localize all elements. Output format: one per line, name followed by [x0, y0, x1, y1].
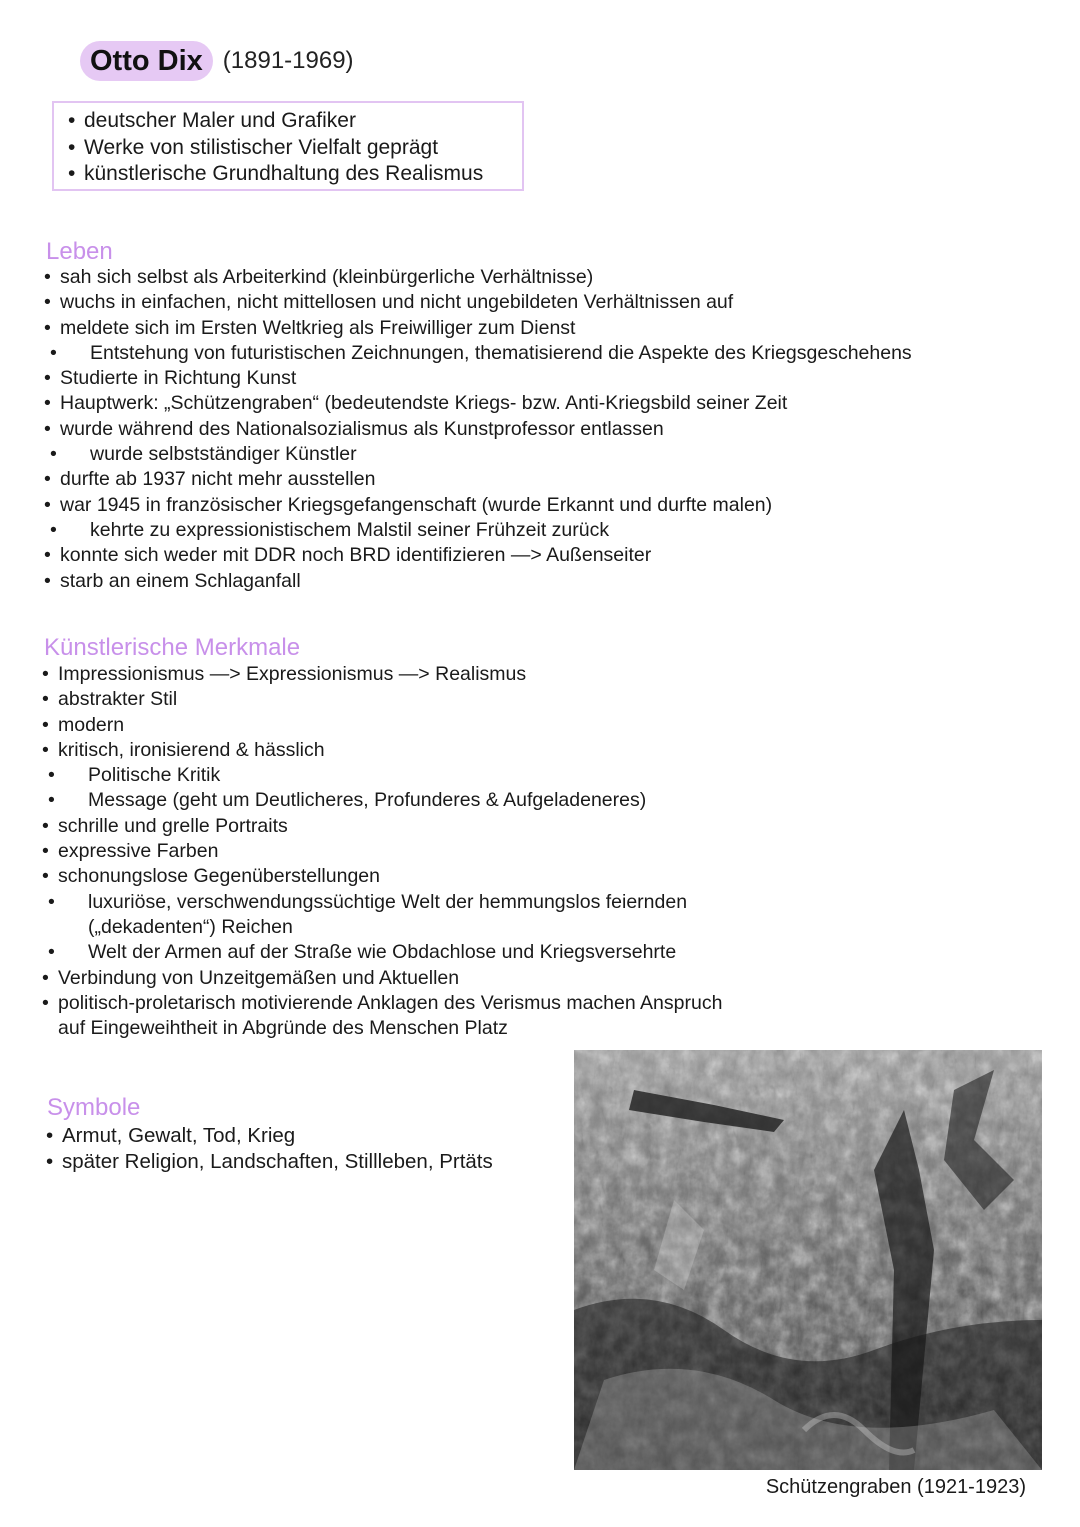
- list-item: • meldete sich im Ersten Weltkrieg als Freiwilliger zum Dienst: [44, 316, 912, 341]
- list-item: • Verbindung von Unzeitgemäßen und Aktuellen: [42, 966, 722, 991]
- list-item: • politisch-proletarisch motivierende Anklagen des Verismus machen Anspruch: [42, 991, 722, 1016]
- artwork-image: [574, 1050, 1042, 1470]
- merkmale-list: [42, 662, 722, 1041]
- list-item-continuation: auf Eingeweihtheit in Abgründe des Menschen Platz: [58, 1017, 508, 1040]
- title-row: [80, 40, 354, 82]
- summary-item: • deutscher Maler und Grafiker: [68, 108, 522, 135]
- list-item: • Hauptwerk: „Schützengraben“ (bedeutendste Kriegs- bzw. Anti-Kriegsbild seiner Zeit: [44, 391, 912, 416]
- section-heading-leben: Leben: [46, 238, 113, 265]
- list-item: • schonungslose Gegenüberstellungen: [42, 864, 722, 889]
- page-title: Otto Dix: [80, 41, 213, 81]
- list-item: • schrille und grelle Portraits: [42, 814, 722, 839]
- list-item: • starb an einem Schlaganfall: [44, 569, 912, 594]
- list-subitem: • Entstehung von futuristischen Zeichnungen, thematisierend die Aspekte des Kriegsgeschehens: [44, 341, 912, 366]
- list-item: • später Religion, Landschaften, Stillleben, Prtäts: [46, 1149, 493, 1175]
- summary-item: • Werke von stilistischer Vielfalt geprägt: [68, 135, 522, 162]
- list-item: • kritisch, ironisierend & hässlich: [42, 738, 722, 763]
- section-heading-merkmale: Künstlerische Merkmale: [44, 634, 301, 661]
- list-item: • modern: [42, 713, 722, 738]
- list-subitem: • Message (geht um Deutlicheres, Profunderes & Aufgeladeneres): [42, 788, 722, 813]
- list-subitem: • kehrte zu expressionistischem Malstil seiner Frühzeit zurück: [44, 518, 912, 543]
- symbole-list: [46, 1123, 493, 1175]
- leben-list: [44, 265, 912, 594]
- list-subitem: • wurde selbstständiger Künstler: [44, 442, 912, 467]
- list-item: • durfte ab 1937 nicht mehr ausstellen: [44, 467, 912, 492]
- list-item: • konnte sich weder mit DDR noch BRD identifizieren —> Außenseiter: [44, 543, 912, 568]
- list-item: • sah sich selbst als Arbeiterkind (kleinbürgerliche Verhältnisse): [44, 265, 912, 290]
- summary-list: [68, 108, 522, 188]
- artwork-caption: Schützengraben (1921-1923): [765, 1476, 1026, 1498]
- title-years: (1891-1969): [222, 47, 354, 74]
- summary-box: [52, 101, 524, 191]
- summary-item: • künstlerische Grundhaltung des Realismus: [68, 161, 522, 188]
- list-item: • Impressionismus —> Expressionismus —> Realismus: [42, 662, 722, 687]
- list-item: • Studierte in Richtung Kunst: [44, 366, 912, 391]
- list-item: • wuchs in einfachen, nicht mittellosen und nicht ungebildeten Verhältnissen auf: [44, 290, 912, 315]
- section-heading-symbole: Symbole: [47, 1094, 141, 1121]
- list-item: • wurde während des Nationalsozialismus als Kunstprofessor entlassen: [44, 417, 912, 442]
- list-subitem: • Politische Kritik: [42, 763, 722, 788]
- list-subitem-continuation: („dekadenten“) Reichen: [88, 915, 293, 938]
- list-subitem: • luxuriöse, verschwendungssüchtige Welt der hemmungslos feiernden: [42, 890, 722, 915]
- list-item: • Armut, Gewalt, Tod, Krieg: [46, 1123, 493, 1149]
- list-item: • war 1945 in französischer Kriegsgefangenschaft (wurde Erkannt und durfte malen): [44, 493, 912, 518]
- list-item: • abstrakter Stil: [42, 687, 722, 712]
- list-subitem: • Welt der Armen auf der Straße wie Obdachlose und Kriegsversehrte: [42, 940, 722, 965]
- list-item: • expressive Farben: [42, 839, 722, 864]
